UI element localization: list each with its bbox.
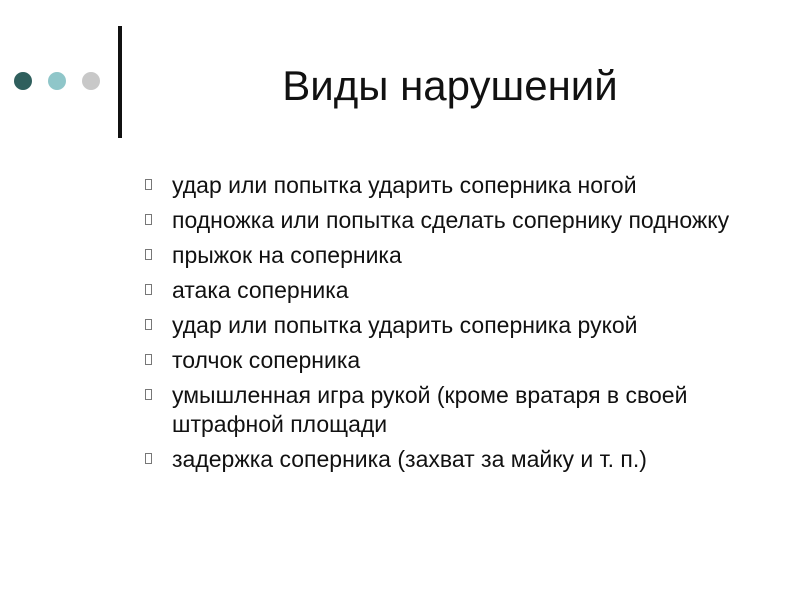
list-item [145, 241, 765, 270]
list-item [145, 346, 765, 375]
list-item-text: удар или попытка ударить соперника рукой [172, 312, 638, 338]
teal-dot-icon [14, 72, 32, 90]
list-item [145, 311, 765, 340]
box-bullet-icon [145, 354, 152, 365]
list-item-text: умышленная игра рукой (кроме вратаря в своей штрафной площади [172, 382, 688, 437]
list-item-text: задержка соперника (захват за майку и т. п.) [172, 446, 647, 472]
list-item [145, 206, 765, 235]
list-item [145, 276, 765, 305]
violations-list [145, 171, 765, 480]
box-bullet-icon [145, 453, 152, 464]
box-bullet-icon [145, 319, 152, 330]
list-item-text: подножка или попытка сделать сопернику подножку [172, 207, 730, 233]
box-bullet-icon [145, 284, 152, 295]
list-item-text: атака соперника [172, 277, 349, 303]
slide-title: Виды нарушений [282, 62, 618, 109]
list-item-text: удар или попытка ударить соперника ногой [172, 172, 637, 198]
light-teal-dot-icon [48, 72, 66, 90]
list-item [145, 171, 765, 200]
vertical-divider [118, 26, 122, 138]
box-bullet-icon [145, 214, 152, 225]
gray-dot-icon [82, 72, 100, 90]
list-item [145, 381, 765, 439]
list-item-text: толчок соперника [172, 347, 361, 373]
box-bullet-icon [145, 249, 152, 260]
box-bullet-icon [145, 389, 152, 400]
box-bullet-icon [145, 179, 152, 190]
list-item [145, 445, 765, 474]
list-item-text: прыжок на соперника [172, 242, 402, 268]
